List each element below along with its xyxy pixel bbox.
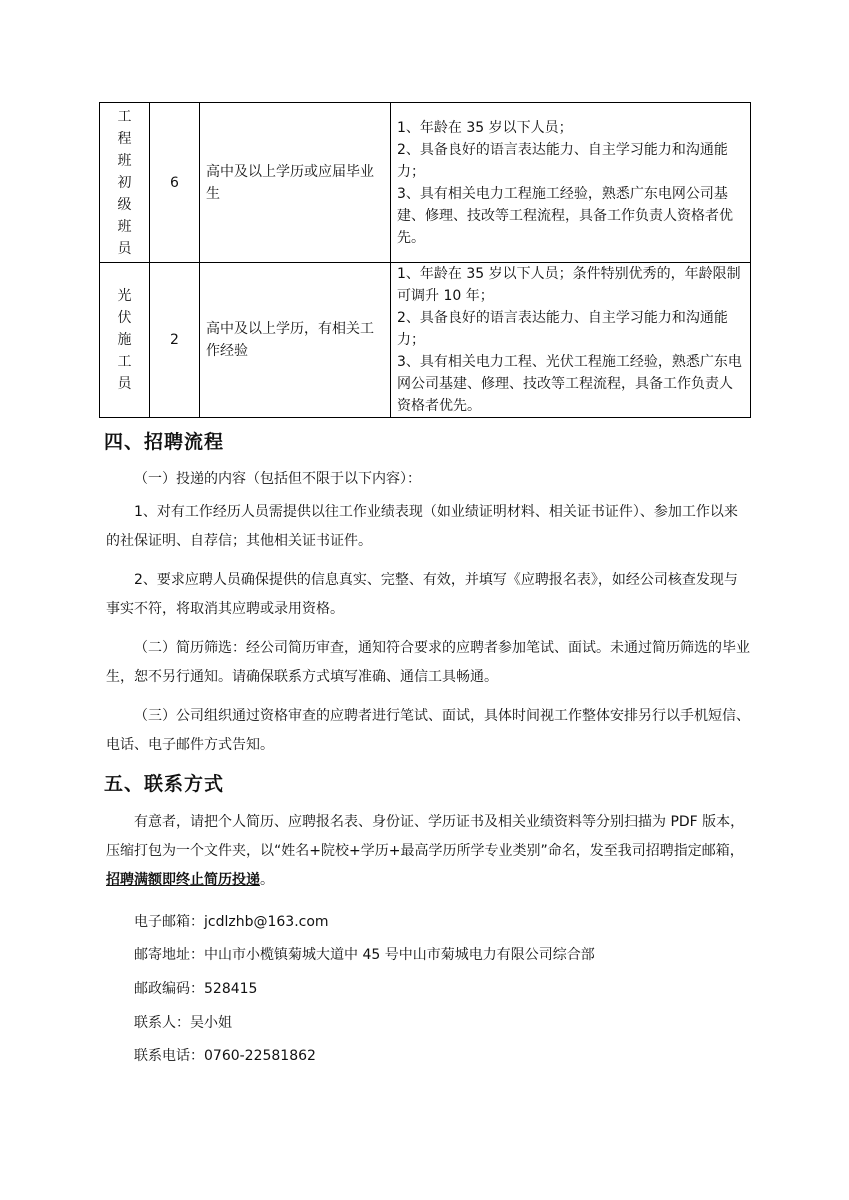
requirement-item: 1、年龄在 35 岁以下人员； xyxy=(397,119,573,136)
headcount-cell: 6 xyxy=(150,103,200,263)
requirements-cell xyxy=(391,103,751,263)
section-heading-contact: 五、联系方式 xyxy=(104,773,225,795)
contact-address: 邮寄地址：中山市小榄镇菊城大道中 45 号中山市菊城电力有限公司综合部 xyxy=(134,947,595,963)
requirement-item: 2、具备良好的语言表达能力、自主学习能力和沟通能力； xyxy=(397,141,728,180)
contact-person: 联系人：吴小姐 xyxy=(134,1015,232,1031)
paragraph-application-instructions xyxy=(106,808,751,895)
paragraph-work-experience: 1、对有工作经历人员需提供以往工作业绩表现（如业绩证明材料、相关证书证件）、参加工作以来的社保证明、自荐信；其他相关证书证件。 xyxy=(106,504,738,549)
position-name: 光伏施工员 xyxy=(117,288,132,392)
requirements-table xyxy=(99,102,751,418)
application-instructions-text: 有意者，请把个人简历、应聘报名表、身份证、学历证书及相关业绩资料等分别扫描为 PDF 版本，压缩打包为一个文件夹，以“姓名+院校+学历+最高学历所学专业类别”命名，发至我司招聘指定邮箱， xyxy=(106,814,745,859)
requirements-cell xyxy=(391,263,751,418)
position-cell xyxy=(100,103,150,263)
requirement-item: 2、具备良好的语言表达能力、自主学习能力和沟通能力； xyxy=(397,310,728,348)
paragraph-submission-content: （一）投递的内容（包括但不限于以下内容）： xyxy=(134,471,421,487)
contact-email: 电子邮箱：jcdlzhb@163.com xyxy=(134,914,329,930)
table-row xyxy=(100,263,751,418)
section-heading-recruitment-process: 四、招聘流程 xyxy=(104,431,225,453)
table-row xyxy=(100,103,751,263)
application-instructions-end: 。 xyxy=(260,872,274,888)
position-name: 工程班初级班员 xyxy=(117,108,132,257)
paragraph-exam-arrangement: （三）公司组织通过资格审查的应聘者进行笔试、面试，具体时间视工作整体安排另行以手机短信、电话、电子邮件方式告知。 xyxy=(106,708,750,753)
contact-phone: 联系电话：0760-22581862 xyxy=(134,1048,316,1064)
deadline-notice: 招聘满额即终止简历投递 xyxy=(106,872,260,888)
paragraph-information-accuracy: 2、要求应聘人员确保提供的信息真实、完整、有效，并填写《应聘报名表》，如经公司核查发现与事实不符，将取消其应聘或录用资格。 xyxy=(106,572,738,617)
requirement-item: 3、具有相关电力工程施工经验，熟悉广东电网公司基建、修理、技改等工程流程，具备工作负责人资格者优先。 xyxy=(397,185,733,246)
requirement-item: 1、年龄在 35 岁以下人员；条件特别优秀的，年龄限制可调升 10 年； xyxy=(397,266,741,304)
requirement-item: 3、具有相关电力工程、光伏工程施工经验，熟悉广东电网公司基建、修理、技改等工程流程，具备工作负责人资格者优先。 xyxy=(397,354,742,414)
paragraph-resume-screening: （二）简历筛选：经公司简历审查，通知符合要求的应聘者参加笔试、面试。未通过简历筛选的毕业生，恕不另行通知。请确保联系方式填写准确、通信工具畅通。 xyxy=(106,640,750,685)
headcount-cell: 2 xyxy=(150,263,200,418)
contact-postcode: 邮政编码：528415 xyxy=(134,981,258,997)
education-cell: 高中及以上学历，有相关工作经验 xyxy=(200,263,391,418)
position-cell xyxy=(100,263,150,418)
education-cell: 高中及以上学历或应届毕业生 xyxy=(200,103,391,263)
